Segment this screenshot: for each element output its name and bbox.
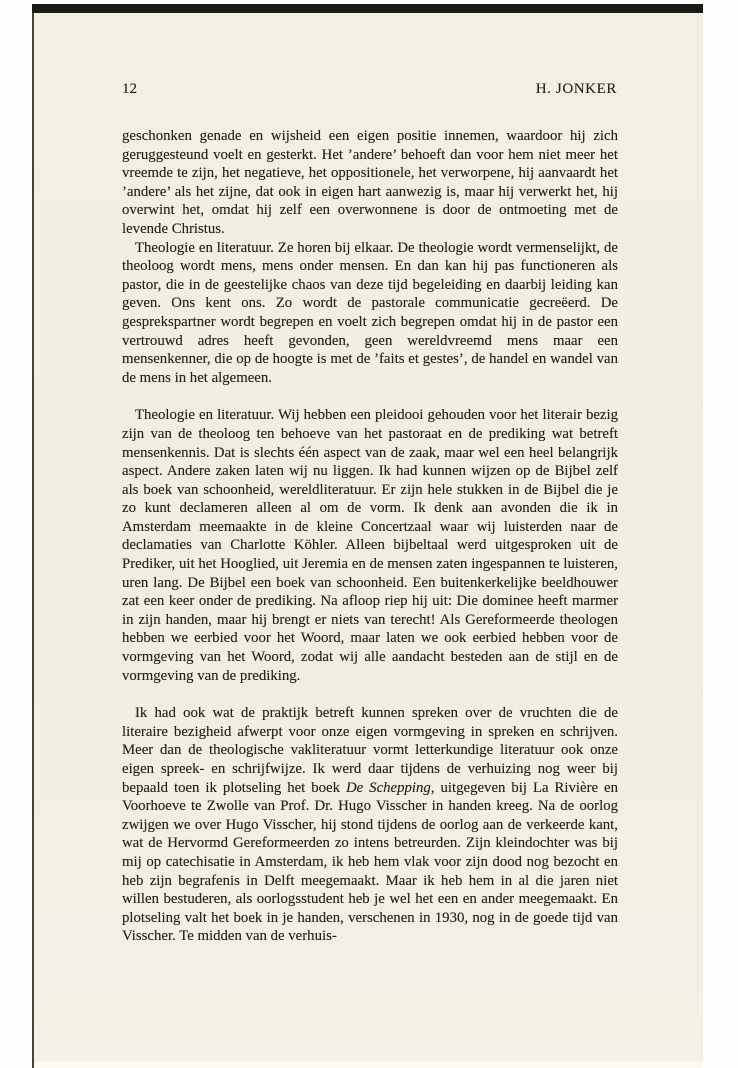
book-page bbox=[32, 4, 703, 1068]
paragraph-2: Theologie en literatuur. Ze horen bij elkaar. De theologie wordt vermenselijkt, de theoloog wordt mens, mens onder mensen. En dan kan hij pas functioneren als pastor, die in de geestelijke chaos van deze tijd begeleiding en daarbij leiding kan geven. Ons kent ons. Zo wordt de pastorale communicatie gecreëerd. De gesprekspartner wordt begrepen en voelt zich begrepen omdat hij in de pastor een vertrouwd adres heeft gevonden, geen wereldvreemd mens maar een mensenkenner, die op de hoogte is met de ’faits et gestes’, de handel en wandel van de mens in het algemeen. bbox=[122, 239, 618, 386]
page-number: 12 bbox=[122, 81, 137, 97]
paragraph-1: geschonken genade en wijsheid een eigen positie innemen, waardoor hij zich geruggesteund voelt en gesterkt. Het ’andere’ behoeft dan voor hem niet meer het vreemde te zijn, het negatieve, het oppositionele, het verworpene, hij aanvaardt het ’andere’ als het zijne, dat ook in eigen hart aanwezig is, maar hij verwerkt het, hij overwint het, omdat hij zelf een overwonnene is door de ontmoeting met de levende Christus. bbox=[122, 128, 618, 237]
body-text bbox=[34, 127, 703, 946]
page-header bbox=[34, 80, 703, 98]
paragraph-4-text-continued: , uitgegeven bij La Rivière en Voorhoeve te Zwolle van Prof. Dr. Hugo Visscher in handen kreeg. Na de oorlog zwijgen we over Hugo Visscher, hij stond tijdens de oorlog aan de verkeerde kant, wat de Hervormd Gereformeerden zo intens betreurden. Zijn kleindochter was bij mij op catechisatie in Amsterdam, ik heb hem vlak voor zijn dood nog bezocht en heb zijn begrafenis in Delft meegemaakt. Maar ik heb hem in al die jaren niet willen bestuderen, als oorlogsstudent heb je wel het een en ander meegemaakt. En plotseling valt het boek in je handen, verschenen in 1930, nog in de goede tijd van Visscher. Te midden van de verhuis- bbox=[122, 779, 618, 945]
paragraph-3: Theologie en literatuur. Wij hebben een pleidooi gehouden voor het literair bezig zijn van de theoloog ten behoeve van het pastoraat en de prediking wat betreft mensenkennis. Dat is slechts één aspect van de zaak, maar wel een heel belangrijk aspect. Andere zaken laten wij nu liggen. Ik had kunnen wijzen op de Bijbel zelf als boek van schoonheid, wereldliteratuur. Er zijn hele stukken in de Bijbel die je zo kunt declameren alleen al om de vorm. Ik denk aan avonden die ik in Amsterdam meemaakte in de kleine Concertzaal waar wij luisterden naar de declamaties van Charlotte Köhler. Alleen bijbeltaal werd uitgesproken uit de Prediker, uit het Hooglied, uit Jeremia en de mensen zaten ingespannen te luisteren, uren lang. De Bijbel een boek van schoonheid. Een buitenkerkelijke beeldhouwer zat een keer onder de prediking. Na afloop riep hij uit: Die dominee heeft marmer in zijn handen, maar hij brengt er niets van terecht! Als Gereformeerde theologen hebben we eerbied voor het Woord, maar laten we ook eerbied hebben voor de vormgeving van het Woord, zodat wij alle aandacht besteden aan de stijl en de vormgeving van de prediking. bbox=[122, 407, 618, 684]
page-top-edge-bar bbox=[32, 4, 703, 13]
paragraph-4-text: Ik had ook wat de praktijk betreft kunnen spreken over de vruchten die de literaire bezigheid afwerpt voor onze eigen vormgeving in spreken en schrijven. Meer dan de theologische vakliteratuur vormt letterkundige literatuur ook onze eigen spreek- en schrijfwijze. Ik werd daar tijdens de verhuizing nog weer bij bepaald toen ik plotseling het boek bbox=[122, 705, 618, 796]
paragraph-4 bbox=[122, 704, 618, 946]
book-title-italic: De Schepping bbox=[345, 779, 431, 796]
running-head: H. JONKER bbox=[535, 81, 617, 97]
